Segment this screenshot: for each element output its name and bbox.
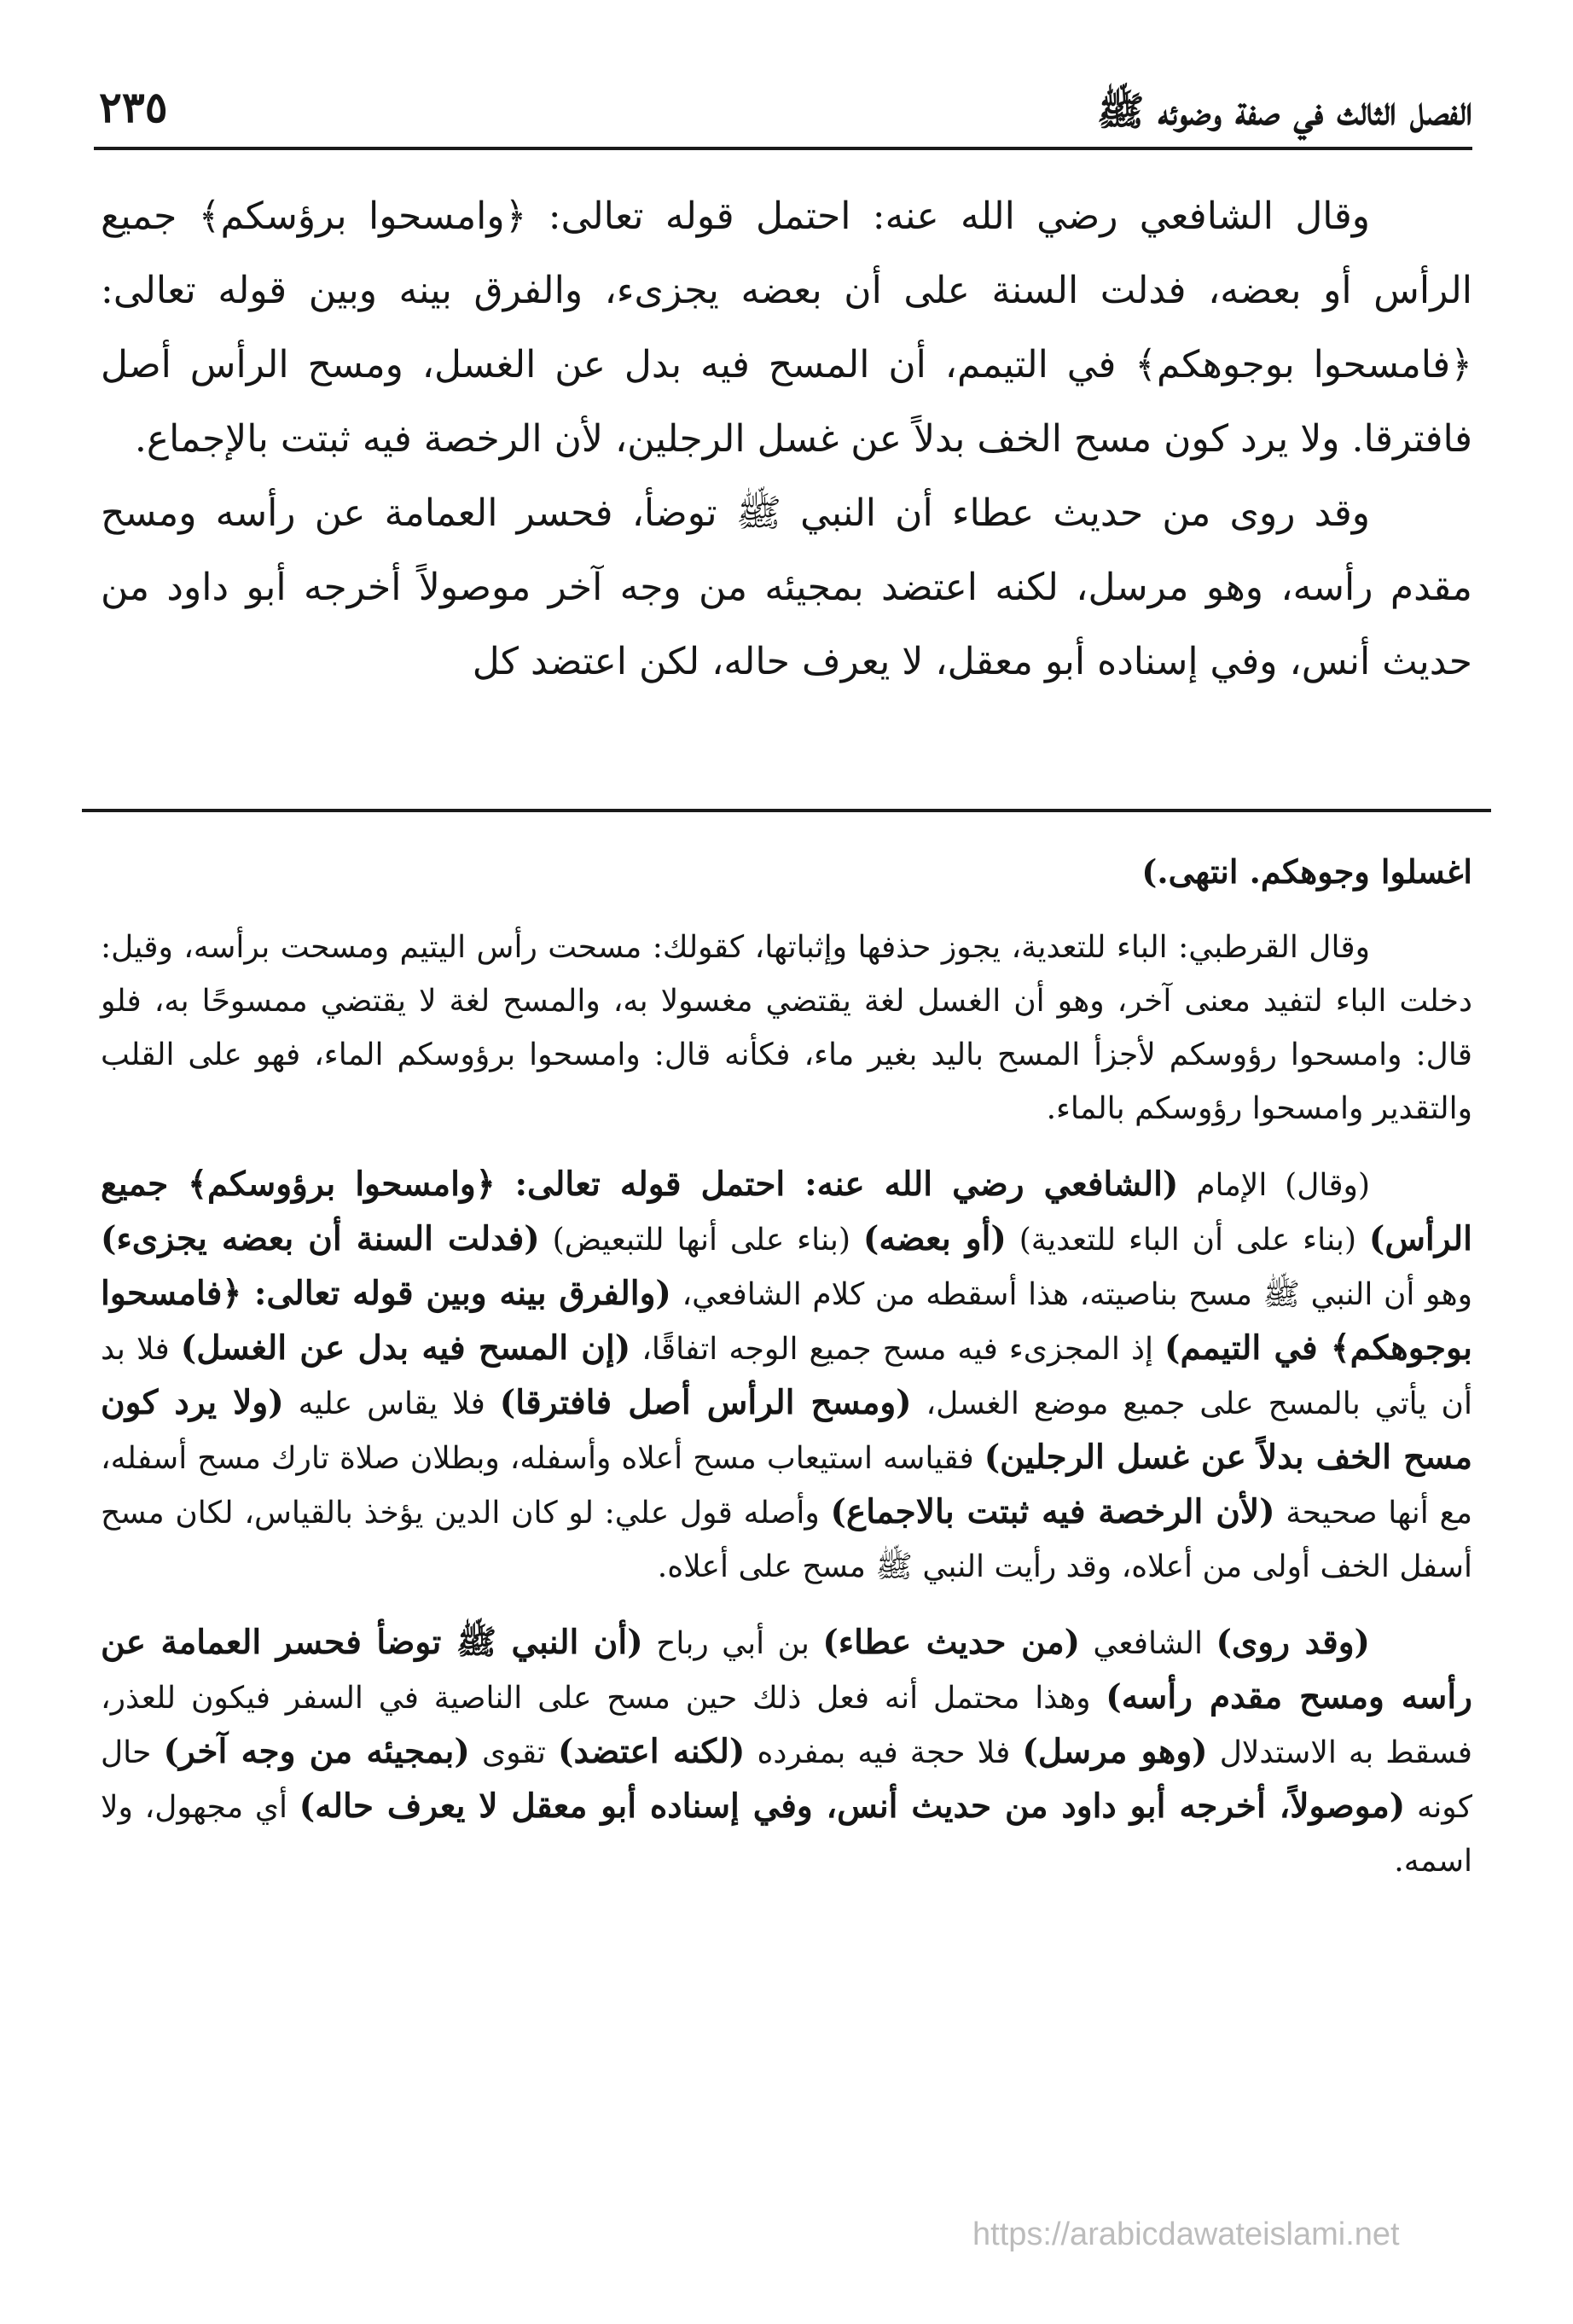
quoted-matn-segment: (وهو مرسل) bbox=[1022, 1732, 1208, 1771]
commentary-segment: فلا بد أن يأتي بالمسح على جميع موضع الغسل، bbox=[101, 1332, 1472, 1421]
commentary-segment: بن أبي رباح bbox=[642, 1626, 823, 1661]
commentary-continuation: اغسلوا وجوهكم. انتهى.) bbox=[1141, 852, 1472, 891]
quoted-matn-segment: (موصولاً، أخرجه أبو داود من حديث أنس، وفي إسناده أبو معقل لا يعرف حاله) bbox=[299, 1787, 1406, 1826]
commentary-segment: حال كونه bbox=[101, 1735, 1473, 1825]
quoted-matn-segment: (لكنه اعتضد) bbox=[558, 1732, 746, 1771]
section-divider bbox=[82, 809, 1491, 812]
commentary-segment: وهو أن النبي ﷺ مسح بناصيته، هذا أسقطه من كلام الشافعي، bbox=[670, 1277, 1472, 1312]
quoted-matn-segment: (وقد روى) bbox=[1216, 1623, 1371, 1662]
commentary-segment: إذ المجزىء فيه مسح جميع الوجه اتفاقًا، bbox=[630, 1332, 1165, 1367]
page-number: ٢٣٥ bbox=[99, 82, 168, 132]
watermark-url: https://arabicdawateislami.net bbox=[972, 2217, 1400, 2252]
commentary-paragraph bbox=[101, 1616, 1472, 1888]
commentary-segment: فلا يقاس عليه bbox=[283, 1386, 500, 1421]
quoted-matn-segment: (ومسح الرأس أصل فافترقا) bbox=[499, 1383, 912, 1422]
quoted-matn-segment: (والفرق بينه وبين قوله تعالى: ﴿فامسحوا بوجوهكم﴾ في التيمم) bbox=[101, 1274, 1472, 1368]
commentary-text bbox=[101, 845, 1472, 1888]
commentary-segment: (بناء على أنها للتبعيض) bbox=[539, 1223, 863, 1258]
commentary-segment: (بناء على أن الباء للتعدية) bbox=[1006, 1223, 1369, 1258]
quoted-matn-segment: (بمجيئه من وجه آخر) bbox=[163, 1732, 470, 1771]
quoted-matn-segment: (من حديث عطاء) bbox=[822, 1623, 1081, 1662]
commentary-segment: تقوى bbox=[469, 1735, 559, 1770]
quoted-matn-segment: (فدلت السنة أن بعضه يجزىء) bbox=[101, 1219, 540, 1258]
commentary-segment: وأصله قول علي: لو كان الدين يؤخذ بالقياس، لكان مسح أسفل الخف أولى من أعلاه، وقد رأيت النبي ﷺ مسح على أعلاه. bbox=[101, 1496, 1472, 1584]
main-text-paragraph: وقد روى من حديث عطاء أن النبي ﷺ توضأ، فحسر العمامة عن رأسه ومسح مقدم رأسه، وهو مرسل، لكنه اعتضد بمجيئه من وجه آخر موصولاً أخرجه أبو داود من حديث أنس، وفي إسناده أبو معقل، لا يعرف حاله، لكن اعتضد كل bbox=[101, 491, 1472, 683]
commentary-segment: فقياسه استيعاب مسح أعلاه وأسفله، وبطلان صلاة تارك مسح أسفله، مع أنها صحيحة bbox=[101, 1441, 1472, 1531]
quoted-matn-segment: (أو بعضه) bbox=[862, 1219, 1007, 1258]
quoted-matn-segment: (إن المسح فيه بدل عن الغسل) bbox=[180, 1328, 631, 1368]
quoted-matn-segment: (أن النبي ﷺ توضأ فحسر العمامة عن رأسه ومسح مقدم رأسه) bbox=[101, 1623, 1473, 1717]
page-header bbox=[94, 78, 1472, 150]
commentary-segment: الشافعي bbox=[1080, 1626, 1216, 1661]
commentary-paragraph: وقال القرطبي: الباء للتعدية، يجوز حذفها وإثباتها، كقولك: مسحت رأس اليتيم ومسحت برأسه، وقيل: دخلت الباء لتفيد معنى آخر، وهو أن الغسل لغة يقتضي مغسولا به، والمسح لغة لا يقتضي ممسوحًا به، فلو قال: وامسحوا رؤوسكم لأجزأ المسح باليد بغير ماء، فكأنه قال: وامسحوا برؤوسكم الماء، فهو على القلب والتقدير وامسحوا رؤوسكم بالماء. bbox=[101, 930, 1473, 1126]
commentary-segment: أي مجهول، ولا اسمه. bbox=[101, 1790, 1472, 1879]
main-text-paragraph: وقال الشافعي رضي الله عنه: احتمل قوله تعالى: ﴿وامسحوا برؤسكم﴾ جميع الرأس أو بعضه، فدلت السنة على أن بعضه يجزىء، والفرق بينه وبين قوله تعالى: ﴿فامسحوا بوجوهكم﴾ في التيمم، أن المسح فيه بدل عن الغسل، ومسح الرأس أصل فافترقا. ولا يرد كون مسح الخف بدلاً عن غسل الرجلين، لأن الرخصة فيه ثبتت بالإجماع. bbox=[101, 195, 1472, 461]
commentary-paragraph bbox=[101, 1158, 1472, 1594]
main-text bbox=[101, 179, 1472, 699]
commentary-segment: فلا حجة فيه بمفرده bbox=[745, 1735, 1023, 1770]
quoted-matn-segment: (الشافعي رضي الله عنه: احتمل قوله تعالى: ﴿وامسحوا برؤوسكم﴾ جميع الرأس) bbox=[101, 1165, 1473, 1258]
commentary-segment: وهذا محتمل أنه فعل ذلك حين مسح على الناصية في السفر فيكون للعذر، فسقط به الاستدلال bbox=[101, 1681, 1472, 1770]
running-title: الفصل الثالث في صفة وضوئه ﷺ bbox=[1096, 88, 1472, 134]
commentary-segment: (وقال) الإمام bbox=[1178, 1168, 1370, 1203]
quoted-matn-segment: (ولا يرد كون مسح الخف بدلاً عن غسل الرجلين) bbox=[101, 1383, 1472, 1477]
quoted-matn-segment: (لأن الرخصة فيه ثبتت بالاجماع) bbox=[830, 1492, 1275, 1531]
